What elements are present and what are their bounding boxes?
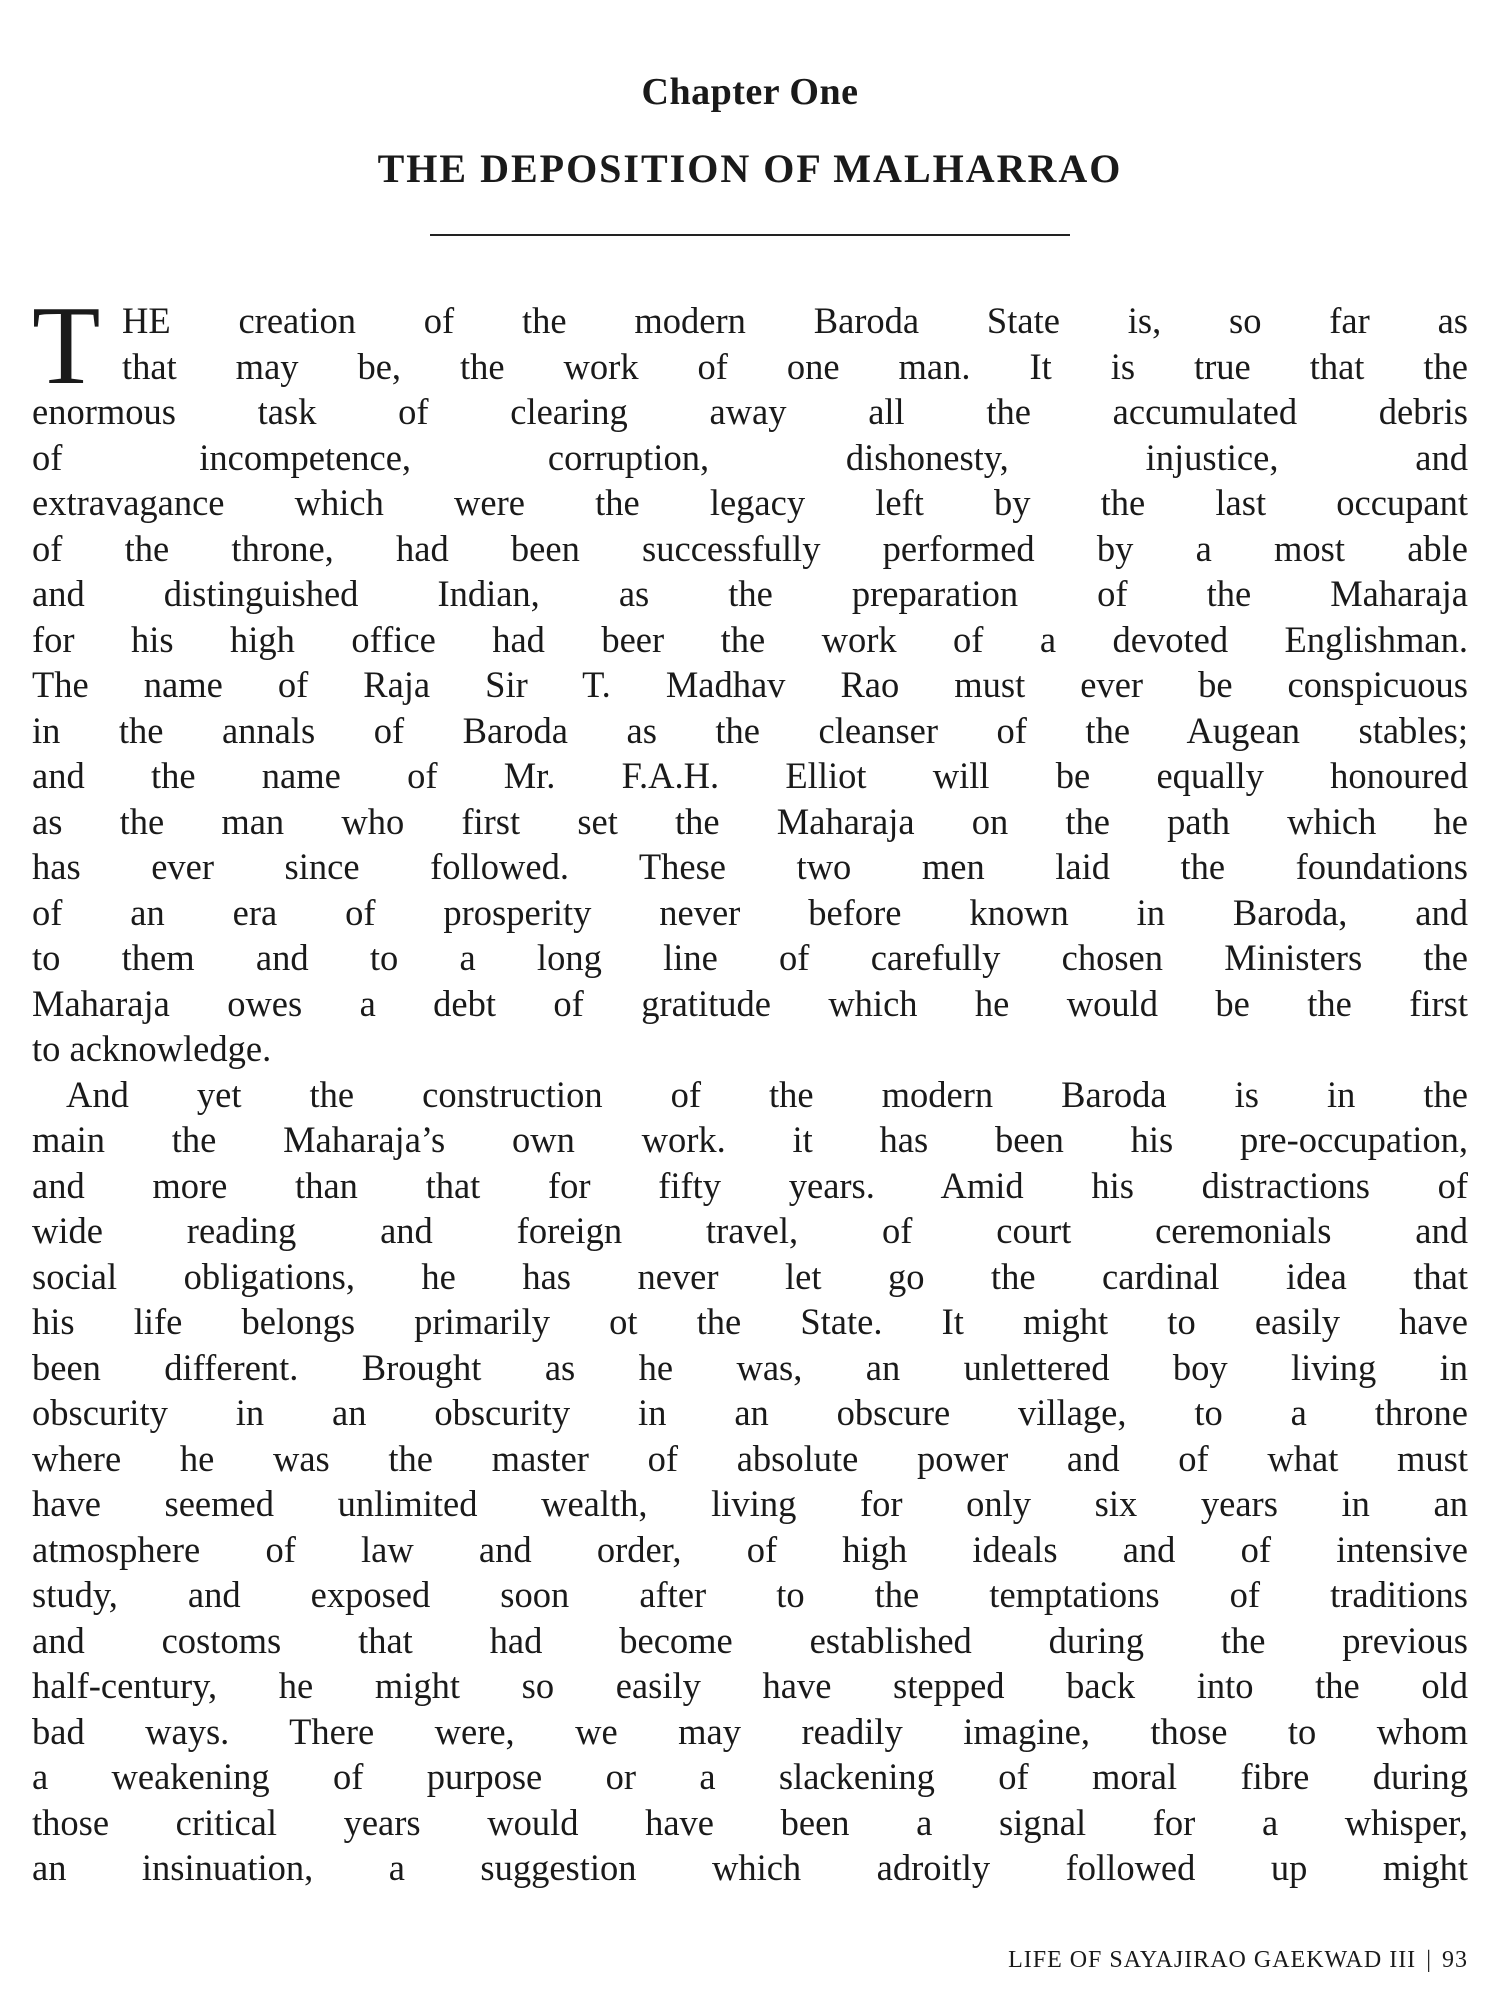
text-line: for his high office had beer the work of a devoted Englishman. xyxy=(32,618,1468,660)
text-line: those critical years would have been a signal for a whisper, xyxy=(32,1801,1468,1843)
text-line: And yet the construction of the modern Baroda is in the xyxy=(66,1073,1468,1115)
text-line: HE creation of the modern Baroda State is, so far as xyxy=(122,300,1468,341)
text-line: to acknowledge. xyxy=(32,1028,272,1069)
text-line: where he was the master of absolute power and of what must xyxy=(32,1437,1468,1479)
text-line: have seemed unlimited wealth, living for only six years in an xyxy=(32,1483,1468,1524)
footer-separator: | xyxy=(1426,1947,1432,1973)
text-line: and distinguished Indian, as the preparation of the Maharaja xyxy=(32,573,1468,614)
text-line: to them and to a long line of carefully chosen Ministers the xyxy=(32,937,1468,978)
text-line: wide reading and foreign travel, of court ceremonials and xyxy=(32,1210,1468,1251)
text-line: extravagance which were the legacy left by the last occupant xyxy=(32,482,1468,523)
text-line: and costoms that had become established during the previous xyxy=(32,1619,1468,1661)
text-line: atmosphere of law and order, of high ideals and of intensive xyxy=(32,1528,1468,1570)
text-line: in the annals of Baroda as the cleanser of the Augean stables; xyxy=(32,709,1468,751)
text-line: obscurity in an obscurity in an obscure village, to a throne xyxy=(32,1392,1468,1433)
text-line: half-century, he might so easily have stepped back into the old xyxy=(32,1665,1468,1706)
chapter-title: THE DEPOSITION OF MALHARRAO xyxy=(377,146,1123,191)
text-line: The name of Raja Sir T. Madhav Rao must ever be conspicuous xyxy=(32,664,1468,705)
text-line: has ever since followed. These two men laid the foundations xyxy=(32,846,1468,887)
running-footer xyxy=(1008,1947,1468,1974)
text-line: and the name of Mr. F.A.H. Elliot will be equally honoured xyxy=(32,755,1468,796)
text-line: study, and exposed soon after to the temptations of traditions xyxy=(32,1574,1468,1615)
text-line: social obligations, he has never let go the cardinal idea that xyxy=(32,1255,1468,1297)
text-line: as the man who first set the Maharaja on the path which he xyxy=(32,800,1468,842)
page-number: 93 xyxy=(1442,1947,1468,1973)
text-line: his life belongs primarily ot the State. It might to easily have xyxy=(32,1301,1468,1342)
text-line: that may be, the work of one man. It is true that the xyxy=(122,345,1468,387)
text-line: of the throne, had been successfully performed by a most able xyxy=(32,527,1468,569)
text-line: of incompetence, corruption, dishonesty, injustice, and xyxy=(32,436,1468,478)
text-line: an insinuation, a suggestion which adroitly followed up might xyxy=(32,1847,1468,1888)
text-line: bad ways. There were, we may readily imagine, those to whom xyxy=(32,1710,1468,1752)
drop-cap: T xyxy=(32,284,101,408)
text-line: of an era of prosperity never before known in Baroda, and xyxy=(32,891,1468,933)
footer-book-title: LIFE OF SAYAJIRAO GAEKWAD III xyxy=(1008,1947,1417,1973)
title-divider xyxy=(430,234,1070,236)
chapter-label: Chapter One xyxy=(641,71,859,113)
text-line: a weakening of purpose or a slackening of moral fibre during xyxy=(32,1756,1468,1797)
body-text xyxy=(32,284,1468,1891)
text-line: and more than that for fifty years. Amid his distractions of xyxy=(32,1164,1468,1206)
text-line: enormous task of clearing away all the accumulated debris xyxy=(32,391,1468,432)
text-line: main the Maharaja’s own work. it has been his pre-occupation, xyxy=(32,1119,1468,1160)
text-line: been different. Brought as he was, an unlettered boy living in xyxy=(32,1346,1468,1388)
text-line: Maharaja owes a debt of gratitude which he would be the first xyxy=(32,982,1468,1024)
